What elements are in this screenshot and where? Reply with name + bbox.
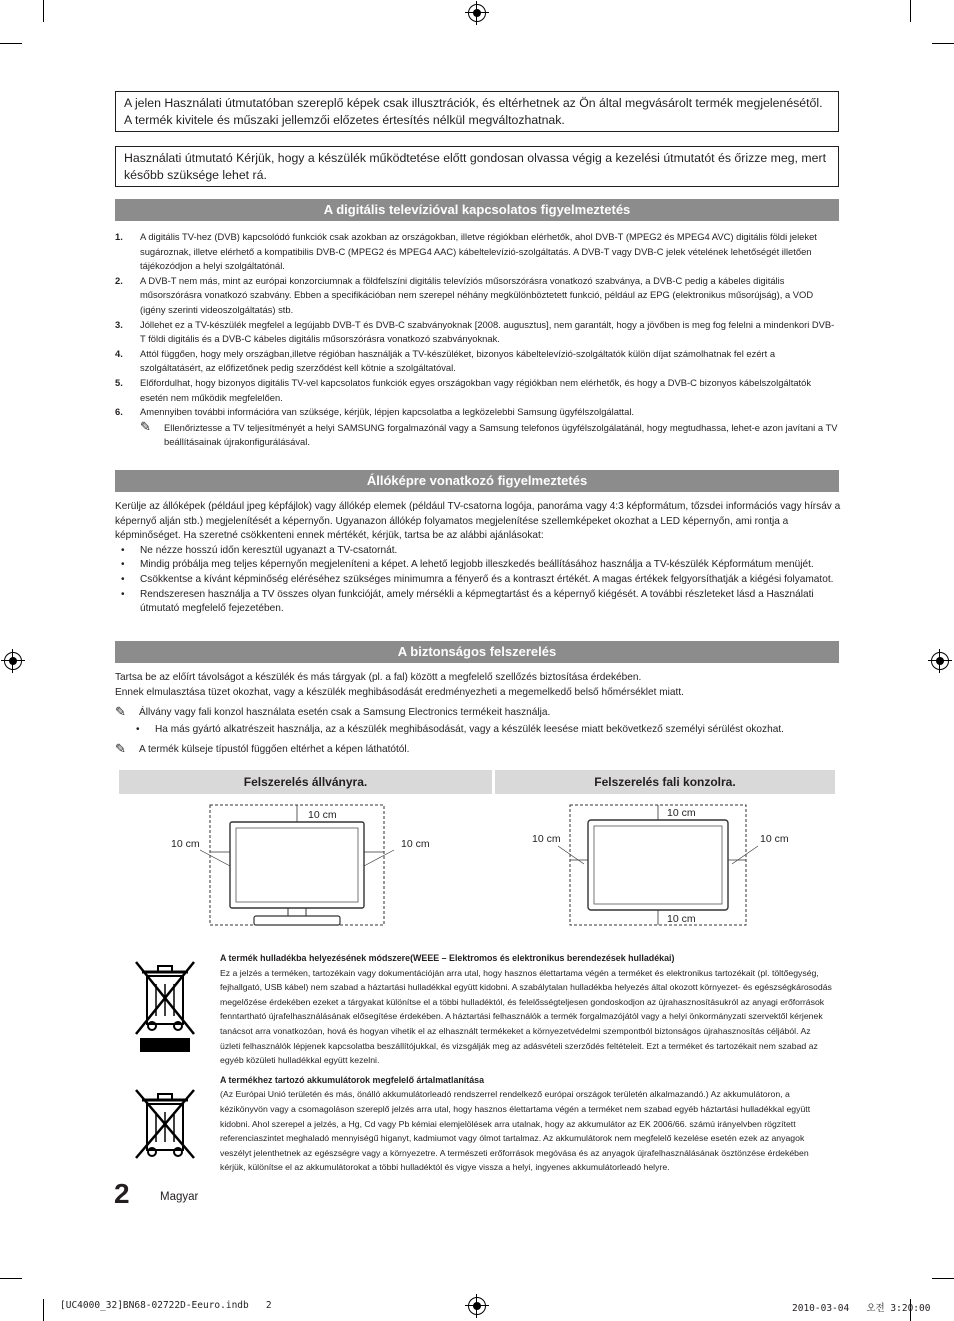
digital-tv-list-item (115, 274, 839, 318)
list-item-text: A digitális TV-hez (DVB) kapcsolódó funkciók csak azokban az országokban, illetve régiókban elérhetők, ahol DVB-T (MPEG2 és MPEG4 AVC) digitális földi jeleket sugároznak, illetve elérhető a kompatibilis DVB-C (MPEG2 és MPEG4 AAC) kábeltelevízió-szolgáltatás. A DVB-T vagy DVB-C jelek vételének lehetőségét illetően tájékozódjon a helyi szolgáltatónál. (140, 231, 817, 272)
crop-mark (0, 1278, 22, 1279)
battery-title: A termékhez tartozó akkumulátorok megfelelő ártalmatlanítása (220, 1074, 485, 1085)
digital-tv-note (140, 418, 839, 450)
digital-tv-list-item (115, 230, 839, 274)
crop-mark (43, 1299, 44, 1321)
crossed-battery-bin-icon (134, 1088, 196, 1160)
registration-mark-icon (931, 652, 949, 670)
digital-tv-list-item (115, 318, 839, 347)
list-item-number: 1. (115, 231, 123, 242)
pencil-note-icon: ✎ (115, 741, 126, 757)
crop-mark (43, 0, 44, 22)
wall-right-clearance-label: 10 cm (760, 833, 789, 845)
pencil-note-icon: ✎ (140, 418, 151, 434)
still-image-bullet: • Mindig próbálja meg teljes képernyőn megjeleníteni a képet. A lehető legjobb illeszkedés beállításához használja a TV-készülék Képformátum menüjét. (115, 558, 843, 573)
wall-top-clearance-label: 10 cm (667, 807, 696, 819)
list-item-text: Előfordulhat, hogy bizonyos digitális TV-vel kapcsolatos funkciók egyes országokban vagy régiókban nem elérhetők, és hogy a DVB-C bizonyos kábelszolgáltatók esetén nem működik megfelelően. (140, 376, 812, 403)
page-language: Magyar (160, 1191, 199, 1203)
section-heading-still-image: Állóképre vonatkozó figyelmeztetés (115, 470, 839, 492)
installation-note-1-text: Állvány vagy fali konzol használata esetén csak a Samsung Electronics termékeit használja. (139, 707, 551, 719)
list-item-number: 6. (115, 406, 123, 418)
crop-mark (0, 43, 22, 44)
user-guide-text: Kérjük, hogy a készülék működtetése előtt gondosan olvassa végig a kezelési útmutatót és őrizze meg, mert később szüksége lehet rá. (124, 151, 826, 182)
stand-top-clearance-label: 10 cm (308, 809, 337, 821)
digital-tv-list-item (115, 405, 839, 420)
registration-mark-icon (4, 652, 22, 670)
crop-mark (932, 43, 954, 44)
list-item-number: 5. (115, 376, 123, 388)
user-guide-title: Használati útmutató (124, 151, 233, 165)
user-guide-box (115, 146, 839, 187)
digital-tv-note-text: Ellenőriztesse a TV teljesítményét a helyi SAMSUNG forgalmazónál vagy a Samsung telefonos ügyfélszolgálatánál, hogy megtudhassa, lehet-e azon javítani a TV beállításainak újrakonfigurálásával. (164, 421, 838, 448)
still-image-intro: Kerülje az állóképek (például jpeg képfájlok) vagy állókép elemek (például TV-csatorna logója, panoráma vagy 4:3 képformátum, tőzsdei információs vagy hírsáv a képernyő alján stb.) megjelenítését a képernyőn. Ugyanazon állókép folyamatos megjelenítése szellemképeket okozhat a LED képernyőn, ami rontja a képminőséget. Ha szeretné csökkenteni ennek mértékét, kérjük, tartsa be az alábbi ajánlásokat: (115, 501, 841, 542)
wall-bottom-clearance-label: 10 cm (667, 913, 696, 925)
page-number: 2 (114, 1178, 130, 1209)
stand-installation-header: Felszerelés állványra. (119, 770, 492, 794)
still-image-body (115, 500, 843, 617)
pencil-note-icon: ✎ (115, 704, 126, 720)
still-image-bullet: • Rendszeresen használja a TV összes olyan funkcióját, amely mérsékli a képmegtartást és a képernyő kiégését. A további részleteket lásd a Használati útmutató megfelelő fejezetében. (115, 588, 843, 617)
battery-text: (Az Európai Unió területén és más, önálló akkumulátorleadó rendszerrel rendelkező európai országok területén alkalmazandó.) Az akkumulátoron, a kézikönyvön vagy a csomagoláson szereplő jelzés arra utal, hogy hasznos élettartama végén a terméket nem szabad egyéb háztartási hulladékkal együtt kidobni. Ahol szerepel a jelzés, a Hg, Cd vagy Pb kémiai elemjelölések arra utalnak, hogy az akkumulátor az EK 2006/66. számú irányelvben rögzített referenciaszintet meghaladó mennyiségű higanyt, kadmiumot vagy ólmot tartalmaz. Az akkumulátorok nem megfelelő kezelése esetén ezek az anyagok veszélyt jelenthetnek az egészségre vagy a környezetre. A természeti erőforrások megóvása és az anyagok újrafelhasználásának ösztönzése érdekében kérjük, különítse el az akkumulátorokat a többi hulladéktól és vigye vissza a helyi, ingyenes akkumulátorleadó helyre. (220, 1089, 811, 1173)
crossed-bin-icon (134, 958, 196, 1054)
print-datetime: 2010-03-04 오전 3:20:00 (792, 1303, 931, 1314)
weee-section (220, 951, 832, 1175)
crop-mark (932, 1278, 954, 1279)
list-item-text: Amennyiben további információra van szüksége, kérjük, lépjen kapcsolatba a legközelebbi Samsung ügyfélszolgálattal. (140, 406, 635, 418)
weee-text: Ez a jelzés a terméken, tartozékain vagy dokumentációján arra utal, hogy hasznos élettartama végén a terméket és elektronikus tartozékait (pl. töltőegység, fejhallgató, USB kábel) nem szabad a háztartási hulladékkal együtt kidobni. A szabálytalan hulladékba helyezés által okozott környezet- és egészségkárosodás megelőzése érdekében ezeket a tárgyakat különítse el a többi hulladéktól, és felelősségteljesen gondoskodjon az újrahasznosításukról az anyagi erőforrások fenntartható újrafelhasználásának elősegítése érdekében. A háztartási felhasználók a termék forgalmazójától vagy a helyi önkormányzati szervektől kérjenek tanácsot arra vonatkozóan, hová és hogyan vihetik el az elhasznált termékeket a környezetvédelmi szempontból biztonságos újrahasznosítás céljából. Az üzleti felhasználók lépjenek kapcsolatba beszállítójukkal, és vizsgálják meg az adásvételi szerződés feltételeit. Ezt a terméket és tartozékait nem szabad az egyéb közületi hulladékkal együtt kezelni. (220, 967, 832, 1066)
installation-body (115, 671, 839, 758)
registration-mark-icon (468, 4, 486, 22)
print-file-info: [UC4000_32]BN68-02722D-Eeuro.indb 2 (60, 1300, 272, 1311)
installation-intro-2: Ennek elmulasztása tüzet okozhat, vagy a készülék meghibásodását eredményezheti a megemelkedő belső hőmérséklet miatt. (115, 686, 684, 698)
installation-note-2-text: A termék külseje típustól függően eltérhet a képen láthatótól. (139, 744, 410, 756)
wall-installation-header: Felszerelés fali konzolra. (495, 770, 835, 794)
wall-left-clearance-label: 10 cm (532, 833, 561, 845)
installation-note-bullet: • Ha más gyártó alkatrészeit használja, az a készülék meghibásodását, vagy a készülék leesése miatt bekövetkező személyi sérülést okozhat. (130, 723, 839, 738)
list-item-text: A DVB-T nem más, mint az európai konzorciumnak a földfelszíni digitális televíziós műsorszórásra vonatkozó szabványa, a DVB-C pedig a kábeles digitális műsorszórásra vonatkozó szabvány. Ebben a specifikációban nem szerepel néhány megkülönböztetett funkció, például az EPG (elektronikus műsorújság), a VOD (igény szerinti videoszolgáltatás) stb. (140, 274, 814, 315)
list-item-text: Attól függően, hogy mely országban,illetve régióban használják a TV-készüléket, bizonyos kábeltelevízió-szolgáltatók külön díjat számolhatnak fel ezért a szolgáltatásért, az előfizetőnek pedig szerződést kell kötnie a szolgáltatóval. (140, 347, 776, 374)
digital-tv-list (115, 230, 839, 450)
stand-right-clearance-label: 10 cm (401, 838, 430, 850)
list-item-number: 4. (115, 347, 123, 359)
still-image-bullet: • Ne nézze hosszú időn keresztül ugyanazt a TV-csatornát. (115, 544, 843, 559)
weee-title: A termék hulladékba helyezésének módszere(WEEE – Elektromos és elektronikus berendezések hulladékai) (220, 953, 675, 963)
installation-intro-1: Tartsa be az előírt távolságot a készülék és más tárgyak (pl. a fal) között a megfelelő szellőzés biztosítása érdekében. (115, 672, 642, 683)
illustration-notice-text: A jelen Használati útmutatóban szereplő képek csak illusztrációk, és eltérhetnek az Ön által megvásárolt termék megjelenésétől. A termék kivitele és műszaki jellemzői előzetes értesítés nélkül megváltozhatnak. (124, 96, 823, 127)
digital-tv-list-item (115, 376, 839, 405)
installation-note-1 (115, 706, 839, 721)
list-item-number: 3. (115, 318, 123, 330)
list-item-number: 2. (115, 274, 123, 286)
illustration-notice-box (115, 91, 839, 132)
digital-tv-list-item (115, 347, 839, 376)
crop-mark (910, 0, 911, 22)
list-item-text: Jóllehet ez a TV-készülék megfelel a legújabb DVB-T és DVB-C szabványoknak [2008. augusztus], nem garantált, hogy a jövőben is meg fog felelni a mindenkori DVB-T földi digitális és a DVB-C kábeles digitális műsorszórásra vonatkozó szabványoknak. (140, 318, 835, 345)
wall-installation-diagram (528, 800, 778, 930)
stand-left-clearance-label: 10 cm (171, 838, 200, 850)
installation-note-2 (115, 743, 839, 758)
still-image-bullet: • Csökkentse a kívánt képminőség eléréséhez szükséges minimumra a fényerő és a kontraszt értékét. A magas értékek felgyorsíthatják a kiégési folyamatot. (115, 573, 843, 588)
section-heading-safe-installation: A biztonságos felszerelés (115, 641, 839, 663)
section-heading-digital-tv: A digitális televízióval kapcsolatos figyelmeztetés (115, 199, 839, 221)
registration-mark-icon (468, 1297, 486, 1315)
